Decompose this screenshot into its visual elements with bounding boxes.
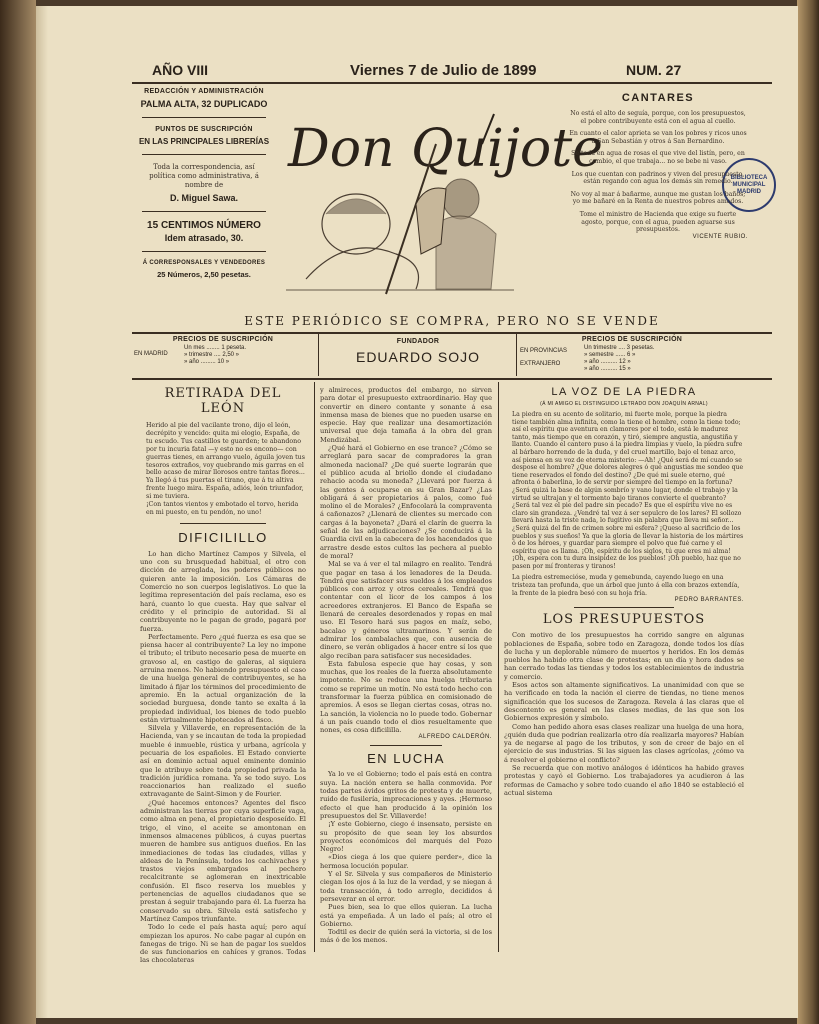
voz-title: LA VOZ DE LA PIEDRA — [551, 386, 697, 398]
presupuestos-p4: Se recuerda que con motivo análogos é idénticos ha habido graves protestas y cayó el Gobierno. Los trabajadores ya acudieron á las reformas de Camacho y sobre todo cuando el año 1840 se estableció el actual sistema — [504, 764, 744, 797]
binding-left — [0, 0, 36, 1024]
subs-right-row-1: Un trimestre .... 3 pesetas. — [584, 345, 655, 351]
voz-end: La piedra estremecióse, muda y gemebunda, cayendo luego en una tristeza tan profunda, que un árbol que junto á ella con brazos extendía, la frente de la piedra besó con su hoja fría. — [512, 574, 740, 597]
middle-p2: ¿Qué hará el Gobierno en ese trance? ¿Cómo se arreglará para sacar de compradores la gran almoneda nacional? ¿De qué suerte lograrán que el público acuda al briollo donde el ciudadano rehacio acoda su moneda? ¿Llevará por fuerza á las gentes á ocuparse en su Gran Bazar? ¿Las obligará á ser propietarios á palos, como fué molino el de Morales? ¿Enfocolará la compraventa á cañonazos? ¿Llenará de clientes su mercado con cargas á la bayoneta? ¿Dará el clarín de guerra la señal de las adjudicaciones? ¿Se conducirá á la Guardia civil en la cabecera de los hacendados que arrastre desde estos cultos las pechera al pueblo de moral? — [320, 444, 492, 560]
logo-lettering: Don Quijote — [288, 119, 603, 179]
cantares-stanza-3: Se toda en agua de rosas el que vive del listín, pero, en cambio, el que trabaja... no se bebe ni vaso. — [571, 150, 745, 165]
contact-name: D. Miguel Sawa. — [169, 193, 238, 203]
subs-right-row-3: » año .......... 12 » — [584, 359, 631, 365]
stamp-text: BIBLIOTECA MUNICIPAL MADRID — [730, 174, 768, 195]
divider — [142, 154, 266, 155]
middle-p3: Mal se va á ver el tal milagro en realito. Tendrá que pagar en tasa á los lenadores de la Deuda. Tendrá que satisfacer sus sueldos á los empleados públicos con arroz y otros cereales. Tendrá que contentar con el licor de los campos á los acreedores extranjeros. El Banco de España se llenará de cereales desordenados y ropas en mal uso. El Tesoro hará sus pagos en maíz, sebo, bacalao y géneros ultramarinos. Y serán de admirar los cambalaches que, con ausencia de dinero, se verán obligados á hacer entre sí los que algo reciban para satisfacer sus necesidades. — [320, 560, 492, 660]
subscription-madrid — [134, 336, 312, 366]
middle-p1: y almireces, productos del embargo, no sirven para dotar el presupuesto extraordinario. Hay que convertir en dinero contante y sonante á esa inmensa masa de bienes que no pueden usarse en especie. Hay que realizar una desamortización universal que deja tamaña á la obra del gran Mendizábal. — [320, 386, 492, 444]
column-rule-2 — [498, 382, 499, 952]
subs-left-row-3: » año ......... 10 » — [184, 359, 230, 365]
en-lucha-p6: Todtil es decir de quién será la victoria, si de los más ó de los menos. — [320, 928, 492, 945]
newspaper-page — [36, 6, 798, 1018]
points-label: PUNTOS DE SUSCRIPCIÓN — [155, 126, 253, 133]
divider — [180, 523, 266, 524]
voz-signature: PEDRO BARRANTES. — [674, 597, 744, 604]
office-address: PALMA ALTA, 32 DUPLICADO — [140, 99, 268, 109]
subs-right-row-4: » año .......... 15 » — [584, 366, 631, 372]
subs-left-place: EN MADRID — [134, 351, 168, 357]
voz-subtitle: (Á MI AMIGO EL DISTINGUIDO LETRADO DON JOAQUÍN ARNAL) — [540, 401, 708, 407]
vendors-label: Á CORRESPONSALES Y VENDEDORES — [142, 260, 266, 266]
binding-right — [797, 0, 819, 1024]
divider — [574, 607, 674, 608]
issue-date: Viernes 7 de Julio de 1899 — [350, 62, 537, 79]
retirada-end: ¡Con tantos vientos y embotado el torvo, herida en mi puesto, en tu pendón, no uno! — [146, 501, 299, 516]
column-3 — [504, 386, 744, 946]
cantares-stanza-4: Los que cuentan con padrinos y viven del presupuesto, están regando con agua los demás sin remedio. — [571, 170, 745, 186]
presupuestos-p1: Con motivo de los presupuestos ha corrido sangre en algunas poblaciones de España, sobre todo en Zaragoza, donde todos los días de lucha y un deplorable número de muertos y heridos. En los demás pueblos ha habido otra clase de protestas; en un día y hora dados se han cerrado todas las tiendas y todos los establecimientos de industria y comercio. — [504, 631, 744, 681]
retirada-verse: Herido al pie del vacilante trono, dijo el león, decrépito y vencido: quita mi elogio, España, de tu escudo. Tus castillos te guarden; te abandono por tu incuria fatal —y esto no es encono— con guerras tienes, en arrango vuelo, águila joven tus tesoros extraños, voy quebrando mis garras en el bello acaso de mirar llorosos entre tantas flores... Ya llegó á tus puertas el tirano, que á tu altiva frente luego mira. España, adiós, león triunfador, si me tuviera. — [146, 422, 305, 501]
correspondence-text: Toda la correspondencia, así política como administrativa, á nombre de — [149, 163, 259, 189]
subs-right-place-1: EN PROVINCIAS — [520, 348, 568, 354]
masthead-illustration — [286, 104, 603, 294]
dificilillo-p1: Lo han dicho Martínez Campos y Silvela, el uno con su brusquedad habitual, el otro con dicción de arreglada, los poderes públicos no quieren ante la imposición. Los Cámaras de Comercio no son cuerpos legislativos. Lo que la legítima representación del país reclama, eso es hará, cuanto lo que cuesta. Hay que salvar el crédito y el principio de autoridad. Si al contribuyente no le pagan de grado, pagará por fuerza. — [140, 549, 306, 633]
subs-left-row-1: Un mes ........ 1 peseta. — [184, 345, 247, 351]
cantares-stanza-5: No voy al mar á bañarme, aunque me gustan los baños; yo me bañaré en la Renta de nuestros pobres amados. — [570, 190, 746, 206]
en-lucha-title: EN LUCHA — [367, 751, 445, 767]
page-edge-shadow — [36, 6, 48, 1018]
founder-label: FUNDADOR — [396, 338, 440, 345]
dificilillo-title: DIFICILILLO — [178, 529, 268, 545]
cantares-column — [568, 92, 748, 240]
subs-right-row-2: » semestre ...... 6 » — [584, 352, 636, 358]
dificilillo-p2: Perfectamente. Pero ¿qué fuerza es esa que se piensa hacer al contribuyente? La ley no impone el tributo; el tributo necesario pesa de muerte en gravoso al, en castigo de galeras, al siquiera arruina menos. No habiendo presupuesto el caso de una huelga general de contribuyentes, se ha limitado á fijar los términos del procedimiento de apremio. En la actual organización de la sociedad burguesa, donde tanto se exalta á la propiedad individual, los bienes de todo pueblo están virtualmente hipotecados al fisco. — [140, 632, 306, 724]
subscription-rule-bottom — [132, 378, 772, 380]
cantares-stanza-6: Tome el ministro de Hacienda que exige su fuerte agosto, porque, con el agua, pueden aguarse sus presupuestos. — [579, 210, 737, 234]
presupuestos-title: LOS PRESUPUESTOS — [542, 612, 706, 628]
points-text: EN LAS PRINCIPALES LIBRERÍAS — [138, 137, 270, 146]
dificilillo-p5: Todo lo cede el país hasta aquí; pero aquí empiezan los apuros. No cabe pagar al cupón en fanegas de trigo. Ni se han de pagar los sueldos de sus funcionarios en cahíces y granos. Todas las chocolateras — [140, 923, 306, 965]
founder-name: EDUARDO SOJO — [355, 349, 480, 365]
cantares-title: CANTARES — [621, 92, 695, 104]
vendors-price: 25 Números, 2,50 pesetas. — [157, 270, 251, 279]
subs-left-title: PRECIOS DE SUSCRIPCIÓN — [172, 336, 274, 343]
cantares-signature: VICENTE RUBIO. — [692, 233, 748, 240]
voz-verse: La piedra en su acento de solitario, mi fuerte mole, porque la piedra tiene también alma infinita, como la tiene el hombre, como la tiene todo; así el espíritu que aventura en clamores por el todo, está le madurez tanto, más tiempo que en corazón, y tiró, siempre angustia, angustiña y llanto. Cuando el cantero puso á la piedra limpias y vuelo, la piedra sufre al bárbaro horrendo de la duda, y del cruel martillo, bajo el tenaz arco, así piensa en su voz de eterna misterio: —Ah! ¿Qué será de mí cuando se despose el hombre? ¿Que dolores alegres ó qué angustias me sondeo que tiene reservados el fondo del destino? ¿De qué mi suele eterno, qué afronta ó baberlina, lo de servir por siempre del tiempo en la fortuna? ¿Será quizá la base de algún sombrío y vano lugar, donde el trabajo y la virtud se ultrajan y el tormento bajo tiranos convierte el quebranto? ¿Será tal vez el pie del padre sin pecado? Es que el espíritu vive no es claro sin grandeza. ¿Vendré tal vez á ser sepulcro de los lares? El sollozo llevará hasta la triste nada, lo fugitivo sin palabra que lleva mi señor... ¿Será quizá del fin de crimen sobre mi esfera? ¡Queso al sacrificio de los pueblos y sus sueños! Ya que la gloria de llevar la historia de los mártires ó de los héroes, y guardar para siempre el polvo que fué carne y el espíritu que es llama. ¡Oh, espíritu de los siglos, tú que eres mi alma! ¡Oh, espera con tu dura insipidez de los pueblos! ¡Oh pueblo, haz que no pasen por mí fronteras y tiranos! — [512, 411, 744, 570]
office-info — [132, 88, 276, 279]
founder-box — [320, 338, 516, 365]
en-lucha-p1: Ya lo ve el Gobierno; todo el país está en contra suya. La nación entera se halla conmovida. Por todas partes ávidos gritos de protesta y de muerte, ruido de fusilería, imprecaciones y ayes. ¡Hermoso efecto el que han producido á la opinión los presupuestos del Sr. Villaverde! — [320, 770, 492, 820]
issue-number: NUM. 27 — [626, 62, 682, 78]
en-lucha-p5: Pues bien, sea lo que ellos quieran. La lucha está ya empeñada. Á un lado el país; al otro el Gobierno. — [320, 903, 492, 928]
divider — [142, 251, 266, 252]
subscription-divider — [516, 334, 517, 376]
cantares-stanza-2: En cuanto el calor aprieta se van los pobres y ricos unos á San Sebastián y otros á San Bernardino. — [569, 130, 747, 145]
presupuestos-p3: Como han pedido ahora esas clases realizar una huelga de una hora, ¿quién duda que podrían realizarla otro día realizarla mayores? Habían ya de negarse al pago de los tributos, y son de creer de bajo en el ejercicio de sus industrias. Si las siguen las clases agrícolas, ¿cómo va á resolver el gobierno el conflicto? — [504, 722, 744, 764]
subs-right-title: PRECIOS DE SUSCRIPCIÓN — [581, 336, 683, 343]
subscription-divider — [318, 334, 319, 376]
office-label: REDACCIÓN Y ADMINISTRACIÓN — [144, 88, 264, 95]
dificilillo-p4: ¿Qué hacemos entonces? Agentes del fisco administran las tierras por cuya superficie vaga, como alma en pena, el propietario desposeído. El trigo, el vino, el aceite se amontonan en inmensos almacenes públicos, á cuyas puertas mueren de hambre sus antiguos dueños. En las inmediaciones de todas las ciudades, villas y aldeas de la Península, todos los cachivaches y trastos viejos embargados al pechero recalcitrante se aglomeran en inextricable confusión. El fisco reserva los muebles y pertenencias de aquellos ciudadanos que se prestan á seguir trabajando para él. La fuerza ha conservado su obra. Silvela está satisfecho y Martínez Campos triunfante. — [140, 798, 306, 923]
subscription-provinces — [520, 336, 744, 373]
en-lucha-p2: ¡Y este Gobierno, ciego é insensato, persiste en su propósito de que sean ley los absurdos proyectos económicos del marqués del Pozo Negro! — [320, 820, 492, 854]
column-2 — [320, 386, 492, 946]
divider — [142, 117, 266, 118]
price-text: 15 CENTIMOS NÚMERO — [147, 220, 261, 231]
en-lucha-p3: «Dios ciega á los que quiere perder», dice la hermosa locución popular. — [320, 853, 492, 870]
en-lucha-p4: Y el Sr. Silvela y sus compañeros de Ministerio ciegan los ojos á la luz de la verdad, y se niegan á toda transacción, á todo arreglo, decididos á perseverar en el error. — [320, 870, 492, 903]
slogan: ESTE PERIÓDICO SE COMPRA, PERO NO SE VENDE — [244, 314, 660, 328]
issue-year: AÑO VIII — [152, 62, 209, 78]
subscription-rule-top — [132, 332, 772, 334]
don-quijote-logo — [286, 104, 603, 294]
column-rule-1 — [314, 382, 315, 952]
divider — [370, 745, 442, 746]
cantares-stanza-1: No está el alto de seguía, porque, con los presupuestos, el pobre contribuyente está con el agua al cuello. — [570, 110, 746, 125]
presupuestos-p2: Esos actos son altamente significativos. La unanimidad con que se ha verificado en toda la nación el cierre de tiendas, no tiene menos significación que los sucesos de Zaragoza. Revela á las claras que el descontento es general en las clases medias, de las que son los Gobiernos expresión y símbolo. — [504, 681, 744, 723]
middle-signature: ALFREDO CALDERÓN. — [418, 734, 492, 741]
dificilillo-p3: Silvela y Villaverde, en representación de la Hacienda, van y se incautan de toda la propiedad mueble é inmueble, rústica y urbana, agrícola y pecuaria de los españoles. El Estado convierte así en dominio actual aquel eminente dominio que le atribuye sobre toda propiedad privada la tradición jurídica romana. Ya se todo suyo. Los reaccionarios han realizado el sueño extravagante de Saint-Simon y de Fourier. — [140, 724, 306, 799]
back-issue-price: Idem atrasado, 30. — [164, 233, 244, 243]
subs-left-row-2: » trimestre .... 2,50 » — [184, 352, 240, 358]
retirada-title: RETIRADA DEL LEÓN — [164, 386, 282, 416]
masthead-rule — [132, 82, 772, 84]
subs-right-place-2: EXTRANJERO — [520, 361, 561, 367]
divider — [142, 211, 266, 212]
middle-p4: Esta fabulosa especie que hay cosas, y son muchas, que los reales de la fuerza absolutamente impotente. No se reduce una huelga tributaria como se reprime un motín. No está todo hecho con transformar la fuerza pública en comisionado de apremios. Á esos se llegan ciertas cosas, otras no. La sanción, la violencia no lo puede todo. Gobernar á un país cuando todo el dios resueltamente que nones, es cosa dificililla. — [320, 659, 493, 735]
column-1 — [140, 386, 306, 965]
